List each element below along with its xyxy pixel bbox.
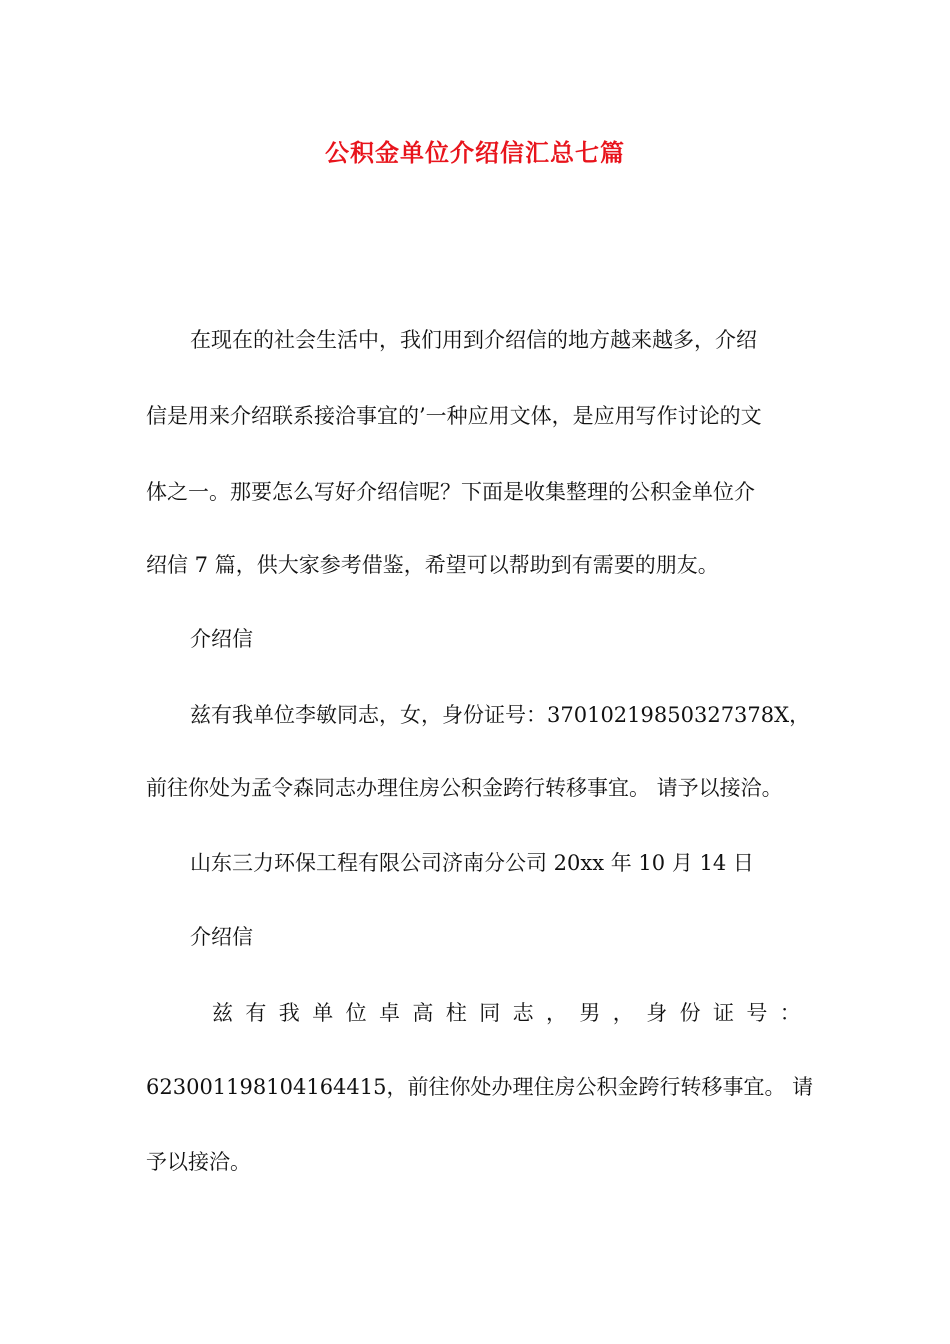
- letter-1-signature: 山东三力环保工程有限公司济南分公司 20xx 年 10 月 14 日: [190, 851, 754, 875]
- letter-1-body-line-1: 兹有我单位李敏同志，女，身份证号：37010219850327378X，: [190, 703, 811, 727]
- intro-line-3: 体之一。那要怎么写好介绍信呢？下面是收集整理的公积金单位介: [146, 480, 755, 504]
- intro-line-1: 在现在的社会生活中，我们用到介绍信的地方越来越多，介绍: [190, 328, 757, 352]
- letter-1-heading: 介绍信: [190, 627, 253, 651]
- letter-1-body-line-2: 前往你处为孟令森同志办理住房公积金跨行转移事宜。 请予以接洽。: [146, 776, 783, 800]
- letter-2-body-line-2: 623001198104164415，前往你处办理住房公积金跨行转移事宜。 请: [146, 1075, 814, 1099]
- intro-line-4: 绍信 7 篇，供大家参考借鉴，希望可以帮助到有需要的朋友。: [146, 553, 719, 577]
- letter-2-body-line-3: 予以接洽。: [146, 1150, 251, 1174]
- letter-2-body-line-1: 兹有我单位卓高柱同志，男，身份证号：: [212, 1001, 814, 1025]
- document-title: 公积金单位介绍信汇总七篇: [325, 138, 625, 167]
- letter-2-heading: 介绍信: [190, 925, 253, 949]
- intro-line-2: 信是用来介绍联系接洽事宜的’一种应用文体，是应用写作讨论的文: [146, 404, 762, 428]
